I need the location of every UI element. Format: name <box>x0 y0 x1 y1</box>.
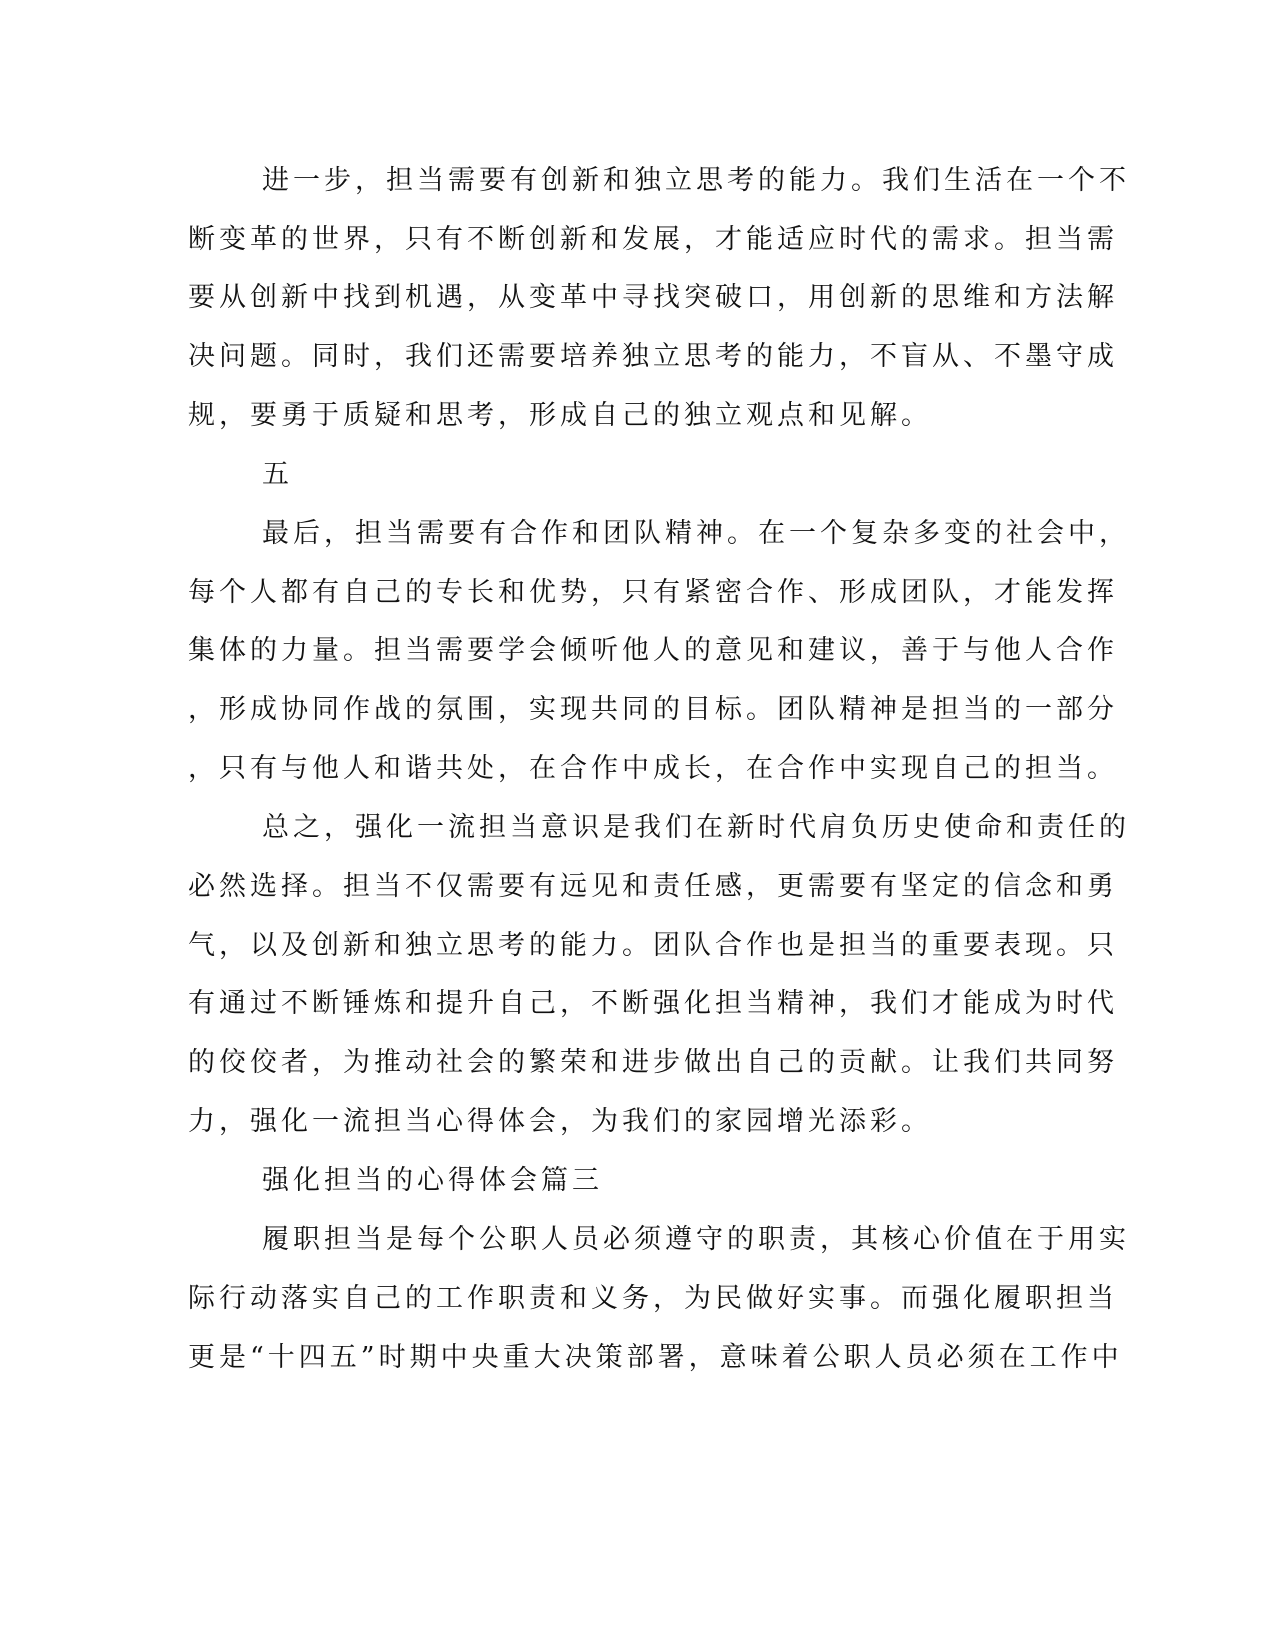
text-line: 决问题。同时，我们还需要培养独立思考的能力，不盲从、不墨守成 <box>188 341 1118 372</box>
text-line: 最后，担当需要有合作和团队精神。在一个复杂多变的社会中， <box>262 518 1130 549</box>
text-line: ，只有与他人和谐共处，在合作中成长，在合作中实现自己的担当。 <box>188 753 1118 784</box>
text-line: 总之，强化一流担当意识是我们在新时代肩负历史使命和责任的 <box>262 812 1130 843</box>
text-line: 规，要勇于质疑和思考，形成自己的独立观点和见解。 <box>188 400 932 431</box>
text-line: 集体的力量。担当需要学会倾听他人的意见和建议，善于与他人合作 <box>188 635 1118 666</box>
text-line: 每个人都有自己的专长和优势，只有紧密合作、形成团队，才能发挥 <box>188 577 1118 608</box>
text-line: 更是“十四五”时期中央重大决策部署，意味着公职人员必须在工作中 <box>188 1342 1123 1373</box>
text-line: 气，以及创新和独立思考的能力。团队合作也是担当的重要表现。只 <box>188 930 1118 961</box>
text-line: ，形成协同作战的氛围，实现共同的目标。团队精神是担当的一部分 <box>188 694 1118 725</box>
text-line: 有通过不断锤炼和提升自己，不断强化担当精神，我们才能成为时代 <box>188 988 1118 1019</box>
text-line: 履职担当是每个公职人员必须遵守的职责，其核心价值在于用实 <box>262 1224 1130 1255</box>
text-line: 必然选择。担当不仅需要有远见和责任感，更需要有坚定的信念和勇 <box>188 871 1118 902</box>
section-number: 五 <box>262 459 293 490</box>
text-line: 断变革的世界，只有不断创新和发展，才能适应时代的需求。担当需 <box>188 224 1118 255</box>
text-line: 要从创新中找到机遇，从变革中寻找突破口，用创新的思维和方法解 <box>188 282 1118 313</box>
text-line: 进一步，担当需要有创新和独立思考的能力。我们生活在一个不 <box>262 165 1130 196</box>
text-line: 力，强化一流担当心得体会，为我们的家园增光添彩。 <box>188 1106 932 1137</box>
text-line: 际行动落实自己的工作职责和义务，为民做好实事。而强化履职担当 <box>188 1283 1118 1314</box>
section-heading: 强化担当的心得体会篇三 <box>262 1165 603 1196</box>
text-line: 的佼佼者，为推动社会的繁荣和进步做出自己的贡献。让我们共同努 <box>188 1047 1118 1078</box>
